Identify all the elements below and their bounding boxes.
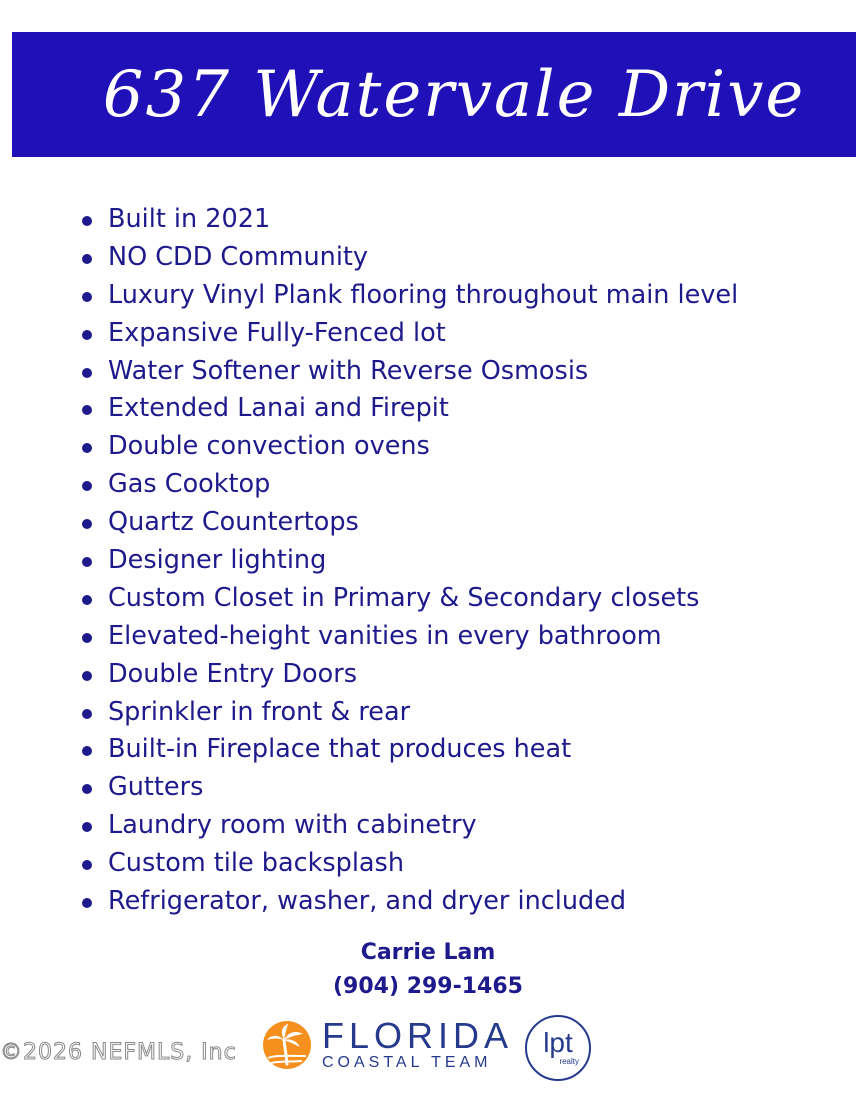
agent-phone: (904) 299-1465 [333, 974, 523, 999]
list-item: Sprinkler in front & rear [80, 694, 738, 732]
list-item: Expansive Fully-Fenced lot [80, 315, 738, 353]
list-item: Built-in Fireplace that produces heat [80, 731, 738, 769]
list-item: Gas Cooktop [80, 466, 738, 504]
list-item: Built in 2021 [80, 201, 738, 239]
lpt-badge-label: lpt [543, 1027, 573, 1058]
title-banner [12, 32, 856, 157]
lpt-badge-sublabel: realty [559, 1057, 579, 1066]
list-item: Double convection ovens [80, 428, 738, 466]
list-item: Luxury Vinyl Plank flooring throughout main level [80, 277, 738, 315]
list-item: NO CDD Community [80, 239, 738, 277]
list-item: Water Softener with Reverse Osmosis [80, 353, 738, 391]
sun-palm-icon [262, 1020, 312, 1070]
list-item: Custom Closet in Primary & Secondary closets [80, 580, 738, 618]
list-item: Refrigerator, washer, and dryer included [80, 883, 738, 921]
list-item: Gutters [80, 769, 738, 807]
list-item: Extended Lanai and Firepit [80, 390, 738, 428]
feature-list [80, 201, 738, 921]
property-title: 637 Watervale Drive [102, 57, 806, 132]
list-item: Designer lighting [80, 542, 738, 580]
list-item: Custom tile backsplash [80, 845, 738, 883]
brand-subtitle: COASTAL TEAM [322, 1054, 492, 1071]
lpt-realty-badge [525, 1015, 591, 1081]
list-item: Elevated-height vanities in every bathroom [80, 618, 738, 656]
brand-name: FLORIDA [322, 1015, 514, 1056]
copyright-watermark: ©2026 NEFMLS, Inc [0, 1040, 237, 1065]
agent-name: Carrie Lam [360, 940, 496, 965]
list-item: Quartz Countertops [80, 504, 738, 542]
list-item: Double Entry Doors [80, 656, 738, 694]
list-item: Laundry room with cabinetry [80, 807, 738, 845]
